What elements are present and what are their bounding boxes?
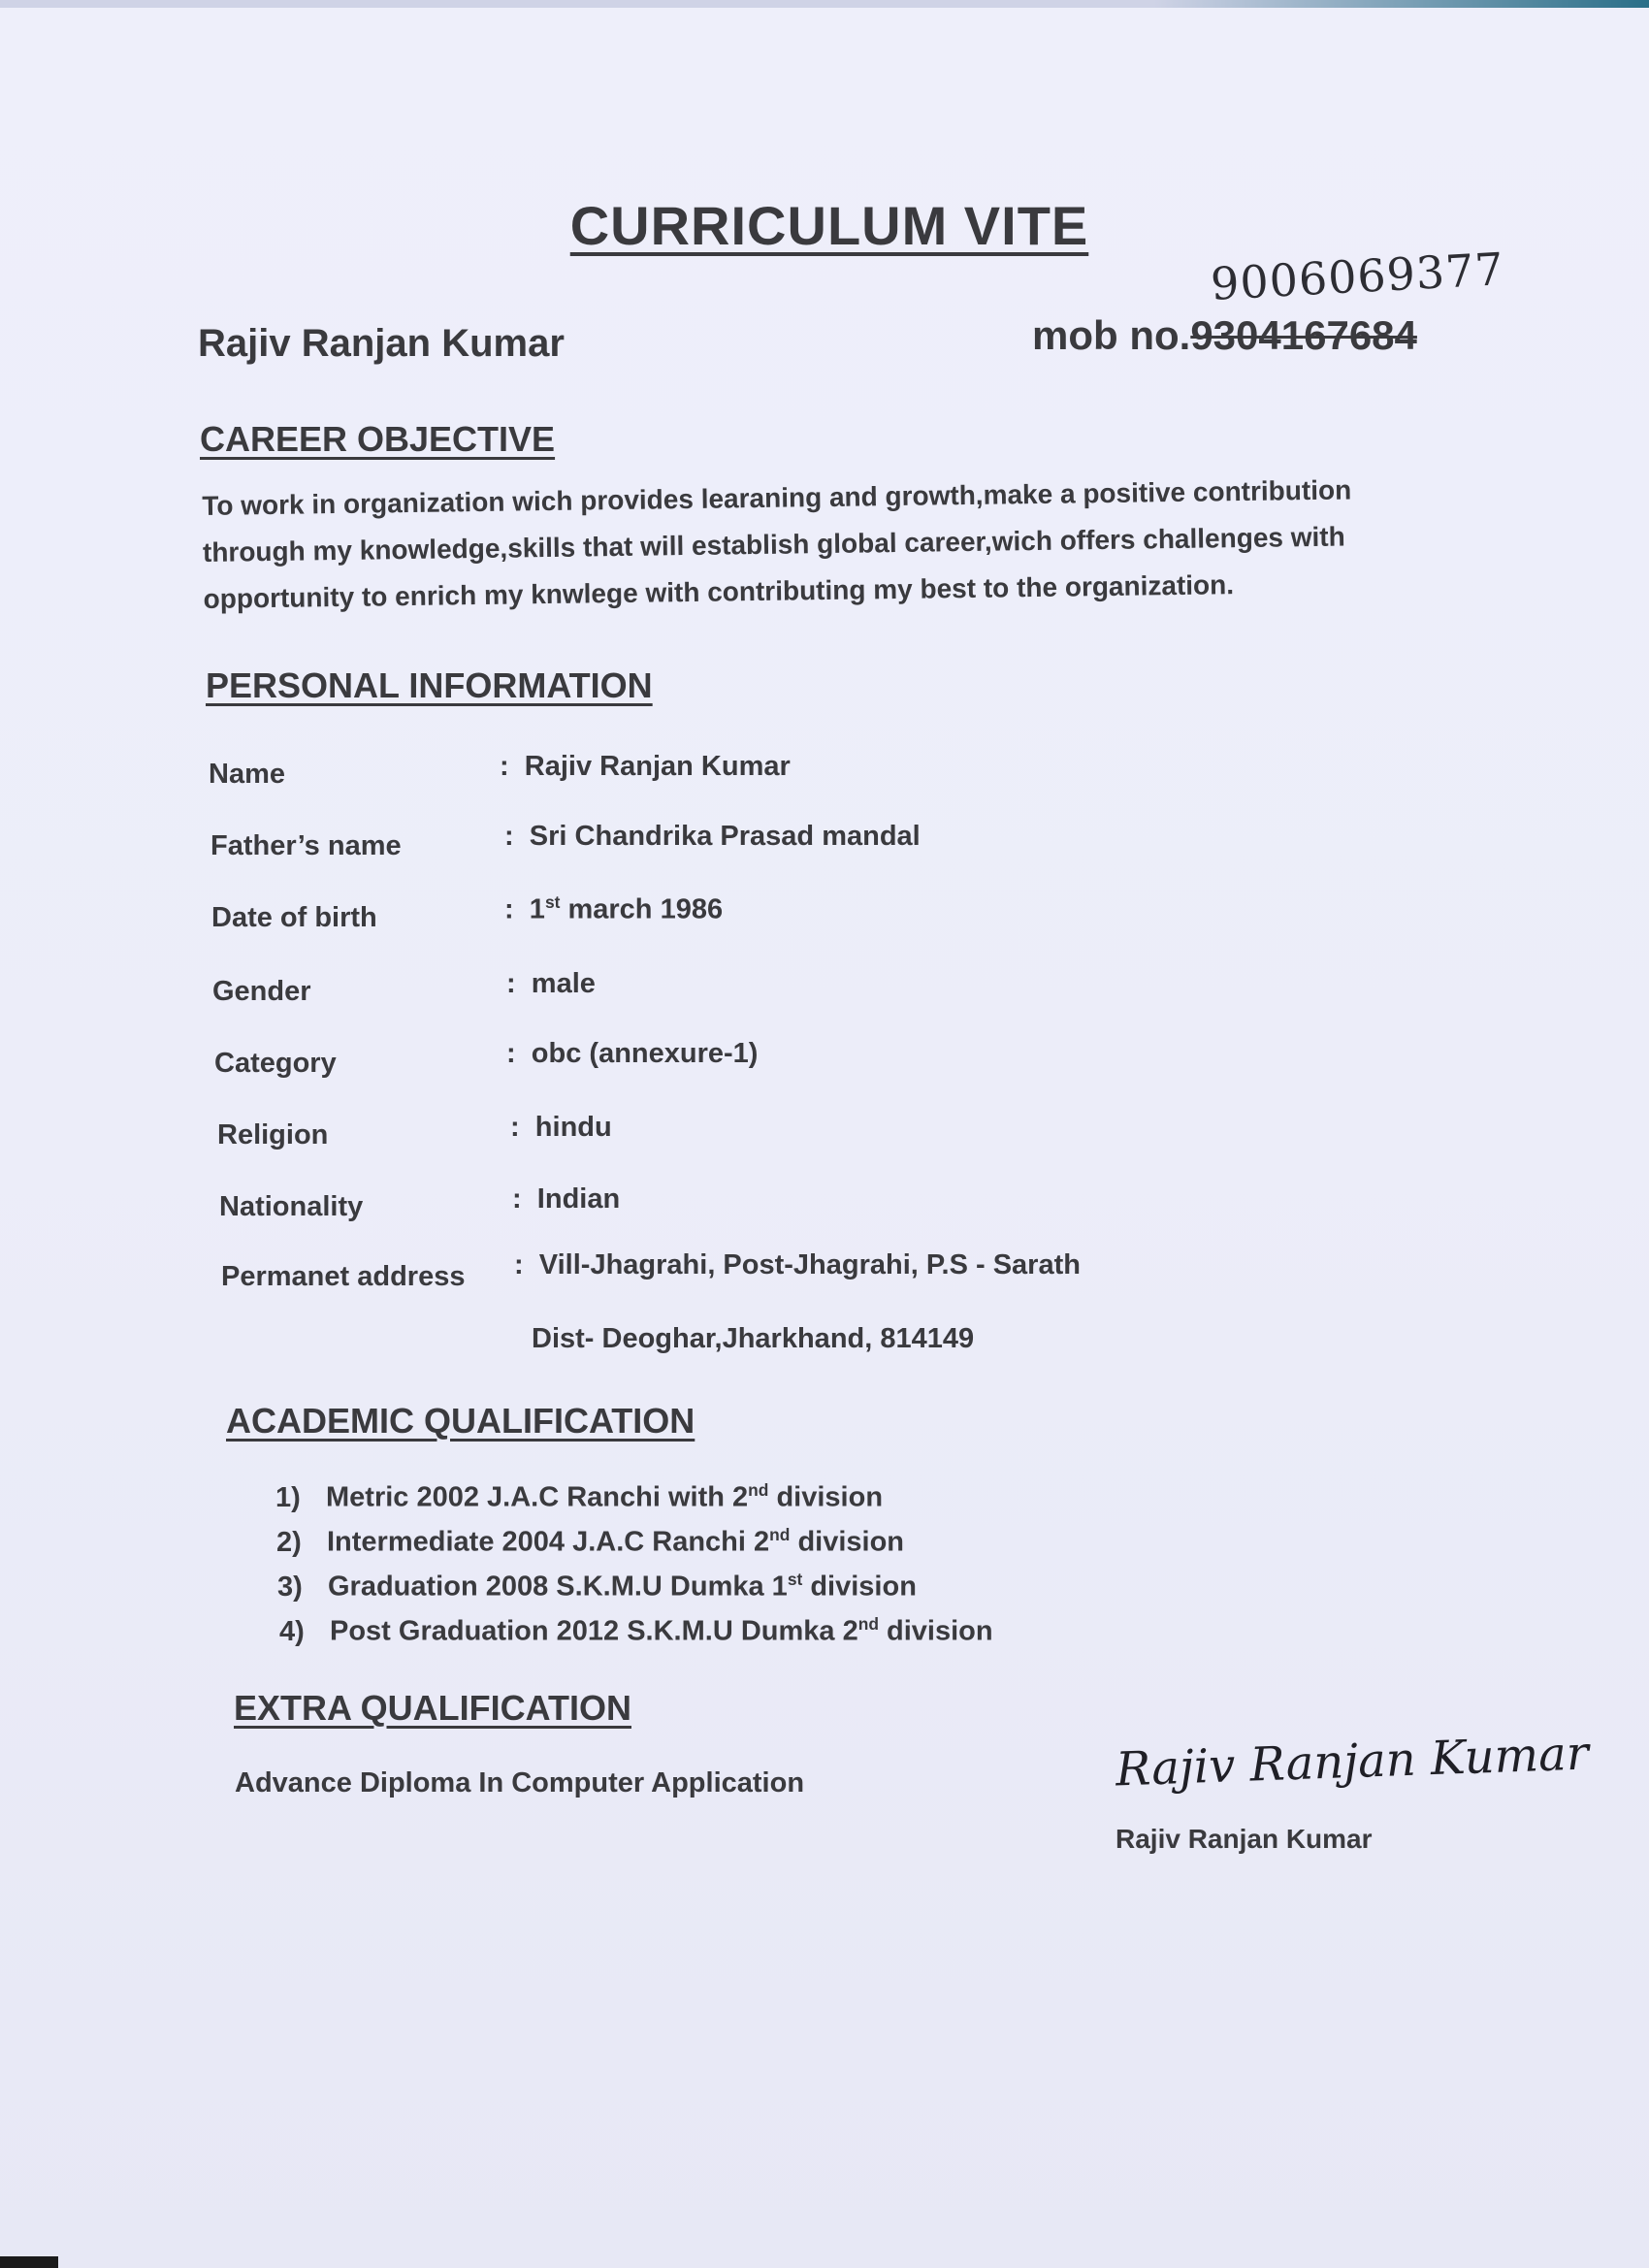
info-value-dob: : 1st march 1986 [504, 892, 724, 925]
info-label-dob: Date of birth [211, 902, 377, 933]
qualification-item: 2) Intermediate 2004 J.A.C Ranchi 2nd division [276, 1525, 905, 1558]
objective-line: opportunity to enrich my knwlege with contributing my best to the organization. [203, 569, 1235, 614]
info-value-religion: : hindu [510, 1112, 612, 1143]
signature-printed-name: Rajiv Ranjan Kumar [1116, 1824, 1373, 1854]
candidate-name-header: Rajiv Ranjan Kumar [198, 322, 565, 365]
objective-line: through my knowledge,skills that will establish global career,wich offers challenges with [202, 521, 1345, 567]
qualification-item: 1) Metric 2002 J.A.C Ranchi with 2nd division [275, 1480, 884, 1513]
info-label-category: Category [214, 1048, 337, 1079]
info-value-nationality: : Indian [512, 1183, 621, 1215]
career-objective-heading: CAREER OBJECTIVE [200, 419, 556, 459]
objective-line: To work in organization wich provides learaning and growth,make a positive contribution [202, 474, 1352, 521]
info-value-address-line2: Dist- Deoghar,Jharkhand, 814149 [532, 1323, 975, 1354]
info-label-father: Father’s name [210, 830, 402, 861]
info-value-address: : Vill-Jhagrahi, Post-Jhagrahi, P.S - Sarath [514, 1249, 1081, 1280]
info-value-name: : Rajiv Ranjan Kumar [500, 751, 791, 782]
info-label-religion: Religion [217, 1119, 329, 1150]
mobile-label: mob no. [1032, 312, 1191, 358]
scan-top-edge [0, 0, 1649, 8]
mobile-line [1032, 312, 1417, 359]
struck-mobile-number: 9304167684 [1190, 312, 1417, 358]
handwritten-signature: Rajiv Ranjan Kumar [1115, 1726, 1590, 1798]
info-label-name: Name [209, 759, 285, 790]
info-value-category: : obc (annexure-1) [506, 1038, 759, 1069]
qualification-item: 4) Post Graduation 2012 S.K.M.U Dumka 2nd division [279, 1614, 993, 1647]
info-value-gender: : male [506, 968, 596, 999]
handwritten-mobile-number: 9006069377 [1209, 243, 1505, 310]
info-label-nationality: Nationality [219, 1191, 364, 1222]
info-value-father: : Sri Chandrika Prasad mandal [504, 821, 921, 852]
academic-qualification-heading: ACADEMIC QUALIFICATION [226, 1401, 695, 1441]
qualification-item: 3) Graduation 2008 S.K.M.U Dumka 1st division [277, 1570, 917, 1603]
career-objective-text [202, 466, 1465, 623]
personal-information-heading: PERSONAL INFORMATION [206, 665, 653, 705]
info-label-gender: Gender [212, 976, 311, 1007]
info-label-address: Permanet address [221, 1261, 466, 1292]
extra-qualification-text: Advance Diploma In Computer Application [235, 1767, 805, 1798]
extra-qualification-heading: EXTRA QUALIFICATION [234, 1688, 631, 1728]
scan-bottom-edge [0, 2256, 58, 2268]
document-title: CURRICULUM VITE [569, 195, 1089, 256]
